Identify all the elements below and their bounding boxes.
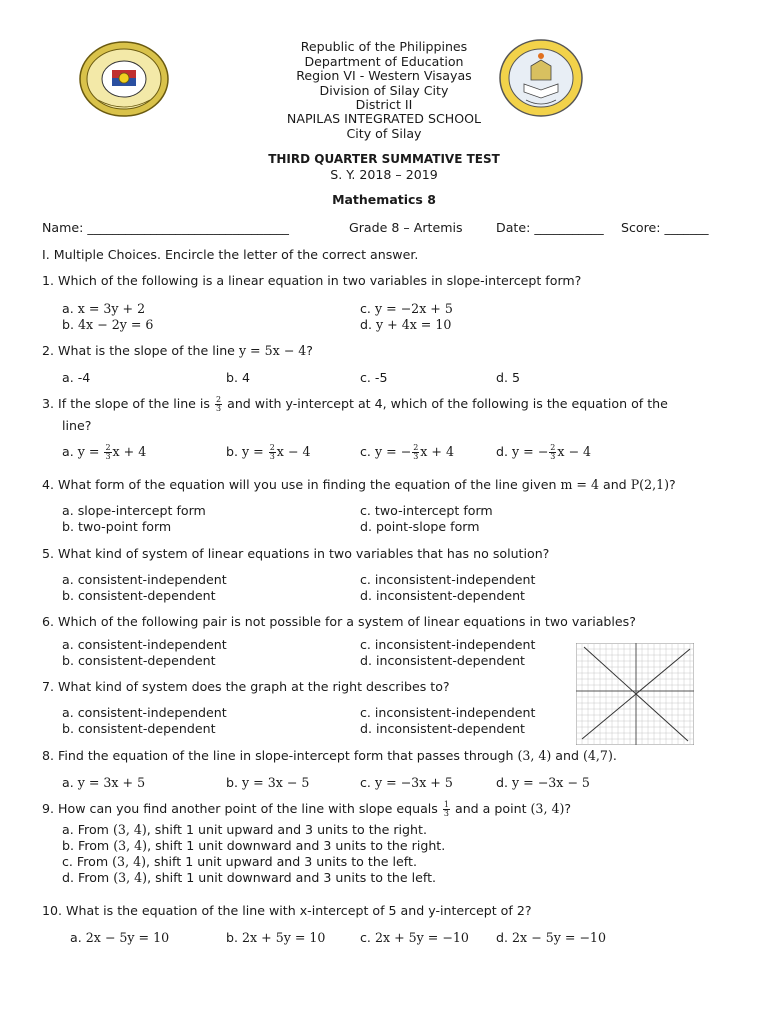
q1-choice-a[interactable]: a. x = 3y + 2	[62, 301, 146, 316]
header-line-division: Division of Silay City	[319, 83, 449, 98]
q10-choice-c[interactable]: c. 2x + 5y = −10	[360, 930, 469, 945]
q5-choice-a[interactable]: a. consistent-independent	[62, 572, 227, 587]
q6-choice-d[interactable]: d. inconsistent-dependent	[360, 653, 525, 668]
header-line-deped: Department of Education	[304, 54, 464, 69]
question-3-cont: line?	[62, 418, 92, 433]
q4-choice-d[interactable]: d. point-slope form	[360, 519, 480, 534]
question-9: 9. How can you find another point of the line with slope equals $\frac{1}{3}$ and a point (3, 4)?	[42, 800, 572, 818]
q9-choice-d[interactable]: d. From (3, 4), shift 1 unit downward and 3 units to the left.	[62, 870, 437, 885]
q1-choice-d[interactable]: d. y + 4x = 10	[360, 317, 452, 332]
q2-choice-c[interactable]: c. -5	[360, 370, 388, 385]
grade-label: Grade 8 – Artemis	[349, 220, 463, 235]
q10-choice-b[interactable]: b. 2x + 5y = 10	[226, 930, 326, 945]
question-1: 1. Which of the following is a linear equation in two variables in slope-intercept form?	[42, 273, 582, 288]
q4-choice-c[interactable]: c. two-intercept form	[360, 503, 493, 518]
q10-choice-a[interactable]: a. 2x − 5y = 10	[70, 930, 170, 945]
question-10: 10. What is the equation of the line with x-intercept of 5 and y-intercept of 2?	[42, 903, 532, 918]
q9-choice-a[interactable]: a. From (3, 4), shift 1 unit upward and 3 units to the right.	[62, 822, 427, 837]
q2-choice-b[interactable]: b. 4	[226, 370, 251, 385]
q5-choice-b[interactable]: b. consistent-dependent	[62, 588, 216, 603]
question-8: 8. Find the equation of the line in slope-intercept form that passes through (3, 4) and (4,7).	[42, 748, 617, 763]
q10-choice-d[interactable]: d. 2x − 5y = −10	[496, 930, 606, 945]
question-3: 3. If the slope of the line is $\frac{2}{3}$ and with y-intercept at 4, which of the following is the equation of the	[42, 395, 668, 413]
question-7: 7. What kind of system does the graph at the right describes to?	[42, 679, 450, 694]
q3-choice-d[interactable]: d. y = − $\frac{2}{3}$ x − 4	[496, 443, 592, 461]
score-field[interactable]: Score: _______	[621, 220, 709, 235]
q7-choice-a[interactable]: a. consistent-independent	[62, 705, 227, 720]
subject-title: Mathematics 8	[332, 192, 436, 207]
date-field[interactable]: Date: ___________	[496, 220, 604, 235]
school-year: S. Y. 2018 – 2019	[330, 167, 438, 182]
question-5: 5. What kind of system of linear equations in two variables that has no solution?	[42, 546, 550, 561]
test-title: THIRD QUARTER SUMMATIVE TEST	[268, 152, 500, 166]
header-line-city: City of Silay	[346, 126, 422, 141]
q1-choice-b[interactable]: b. 4x − 2y = 6	[62, 317, 154, 332]
instructions: I. Multiple Choices. Encircle the letter of the correct answer.	[42, 247, 419, 262]
q9-choice-b[interactable]: b. From (3, 4), shift 1 unit downward and 3 units to the right.	[62, 838, 446, 853]
q3-choice-a[interactable]: a. y = $\frac{2}{3}$ x + 4	[62, 443, 147, 461]
header-line-school: NAPILAS INTEGRATED SCHOOL	[286, 111, 482, 126]
q3-choice-b[interactable]: b. y = $\frac{2}{3}$ x − 4	[226, 443, 311, 461]
q8-choice-c[interactable]: c. y = −3x + 5	[360, 775, 453, 790]
question-6: 6. Which of the following pair is not possible for a system of linear equations in two variables?	[42, 614, 636, 629]
header-line-district: District II	[355, 97, 413, 112]
q8-choice-d[interactable]: d. y = −3x − 5	[496, 775, 590, 790]
question-2: 2. What is the slope of the line y = 5x − 4?	[42, 343, 313, 358]
q5-choice-c[interactable]: c. inconsistent-independent	[360, 572, 536, 587]
q1-choice-c[interactable]: c. y = −2x + 5	[360, 301, 453, 316]
q7-graph	[576, 643, 694, 745]
q2-choice-a[interactable]: a. -4	[62, 370, 91, 385]
q4-choice-b[interactable]: b. two-point form	[62, 519, 172, 534]
q4-choice-a[interactable]: a. slope-intercept form	[62, 503, 206, 518]
q5-choice-d[interactable]: d. inconsistent-dependent	[360, 588, 525, 603]
q6-choice-b[interactable]: b. consistent-dependent	[62, 653, 216, 668]
q7-choice-d[interactable]: d. inconsistent-dependent	[360, 721, 525, 736]
q7-choice-c[interactable]: c. inconsistent-independent	[360, 705, 536, 720]
name-field[interactable]: Name: ________________________________	[42, 220, 289, 235]
q6-choice-a[interactable]: a. consistent-independent	[62, 637, 227, 652]
header-line-region: Region VI - Western Visayas	[296, 68, 472, 83]
q8-choice-b[interactable]: b. y = 3x − 5	[226, 775, 310, 790]
q2-choice-d[interactable]: d. 5	[496, 370, 521, 385]
q6-choice-c[interactable]: c. inconsistent-independent	[360, 637, 536, 652]
q3-choice-c[interactable]: c. y = − $\frac{2}{3}$ x + 4	[360, 443, 454, 461]
q7-choice-b[interactable]: b. consistent-dependent	[62, 721, 216, 736]
question-4: 4. What form of the equation will you use in finding the equation of the line given m = 4 and P(2,1)?	[42, 477, 676, 492]
q8-choice-a[interactable]: a. y = 3x + 5	[62, 775, 146, 790]
q9-choice-c[interactable]: c. From (3, 4), shift 1 unit upward and 3 units to the left.	[62, 854, 417, 869]
header-line-republic: Republic of the Philippines	[300, 39, 468, 54]
